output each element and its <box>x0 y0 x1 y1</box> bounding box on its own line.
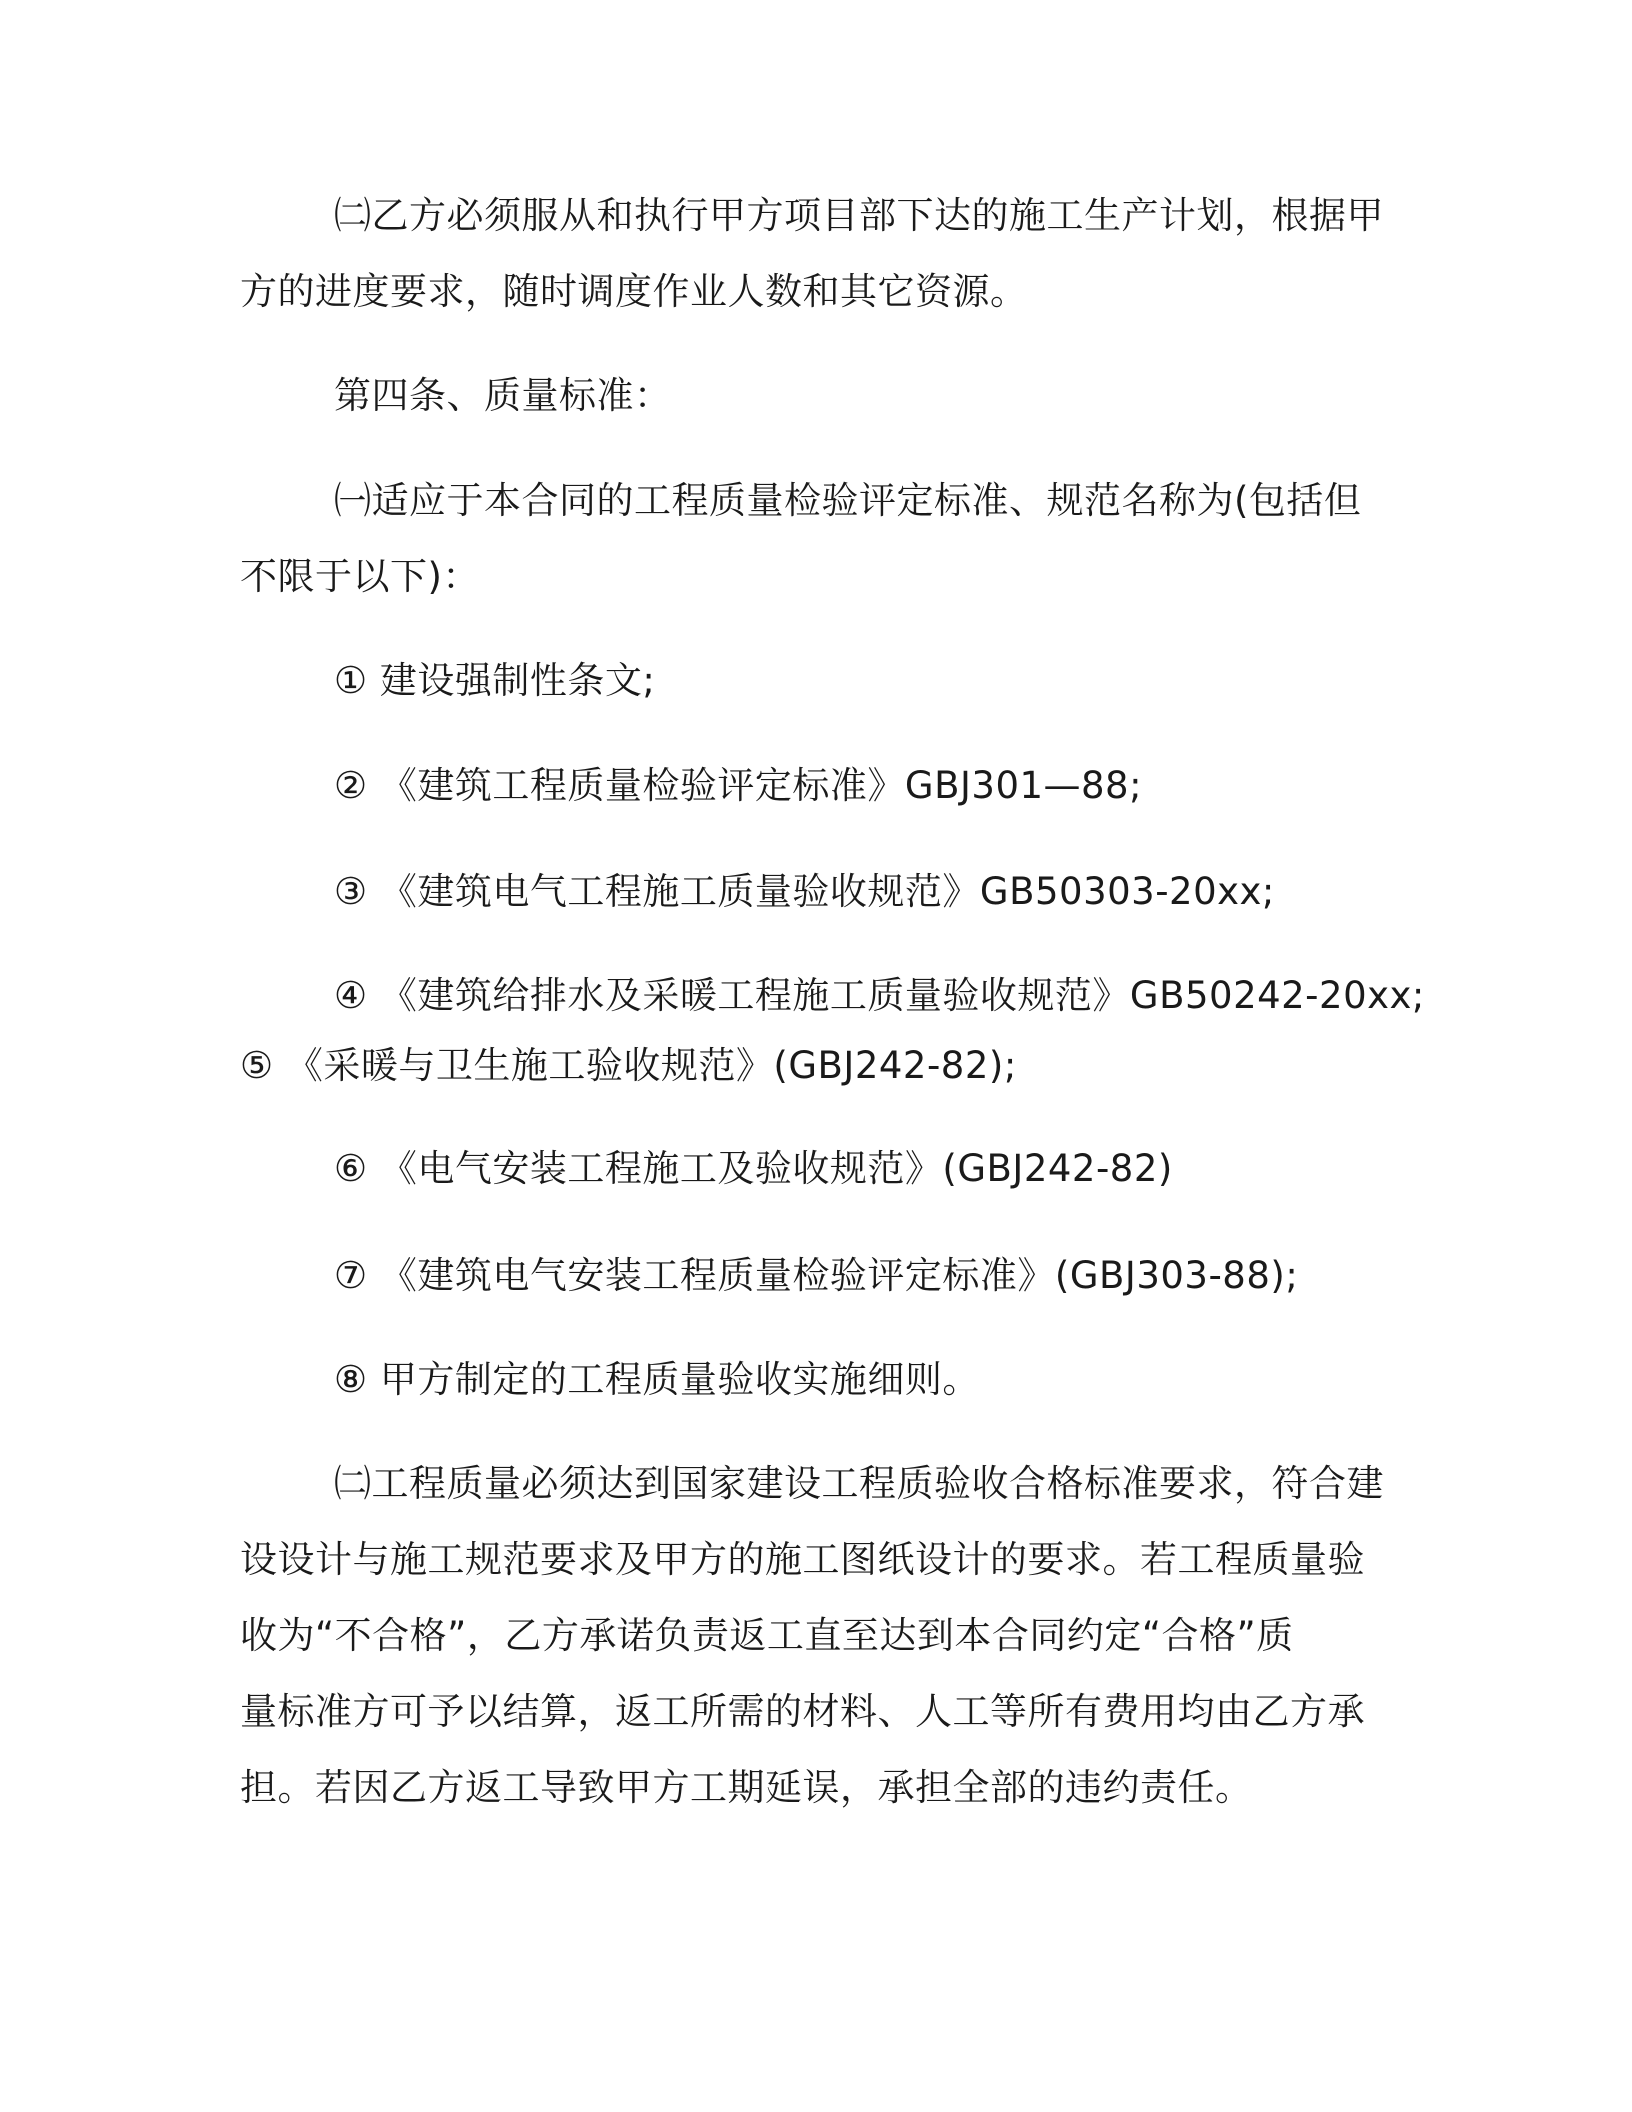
paragraph-line: 担。若因乙方返工导致甲方工期延误，承担全部的违约责任。 <box>240 1766 1253 1809</box>
list-item: ④ 《建筑给排水及采暖工程施工质量验收规范》GB50242-20xx; <box>334 974 1425 1017</box>
paragraph-line: 设设计与施工规范要求及甲方的施工图纸设计的要求。若工程质量验 <box>240 1538 1365 1581</box>
paragraph-line: ㈠适应于本合同的工程质量检验评定标准、规范名称为(包括但 <box>334 479 1362 522</box>
paragraph-line: 方的进度要求，随时调度作业人数和其它资源。 <box>240 270 1028 313</box>
list-item: ③ 《建筑电气工程施工质量验收规范》GB50303-20xx; <box>334 870 1275 913</box>
paragraph-line: 收为“不合格”，乙方承诺负责返工直至达到本合同约定“合格”质 <box>240 1614 1294 1657</box>
list-item: ⑤ 《采暖与卫生施工验收规范》(GBJ242-82); <box>240 1044 1017 1087</box>
list-item: ② 《建筑工程质量检验评定标准》GBJ301—88; <box>334 764 1143 807</box>
paragraph-line: 量标准方可予以结算，返工所需的材料、人工等所有费用均由乙方承 <box>240 1690 1365 1733</box>
list-item: ① 建设强制性条文; <box>334 659 656 702</box>
paragraph-line: 不限于以下)： <box>240 555 480 598</box>
list-item: ⑧ 甲方制定的工程质量验收实施细则。 <box>334 1358 980 1401</box>
list-item: ⑥ 《电气安装工程施工及验收规范》(GBJ242-82) <box>334 1147 1173 1190</box>
list-item: ⑦ 《建筑电气安装工程质量检验评定标准》(GBJ303-88); <box>334 1254 1299 1297</box>
section-heading: 第四条、质量标准： <box>334 374 672 417</box>
paragraph-line: ㈡工程质量必须达到国家建设工程质验收合格标准要求，符合建 <box>334 1462 1384 1505</box>
paragraph-line: ㈡乙方必须服从和执行甲方项目部下达的施工生产计划，根据甲 <box>334 194 1384 237</box>
